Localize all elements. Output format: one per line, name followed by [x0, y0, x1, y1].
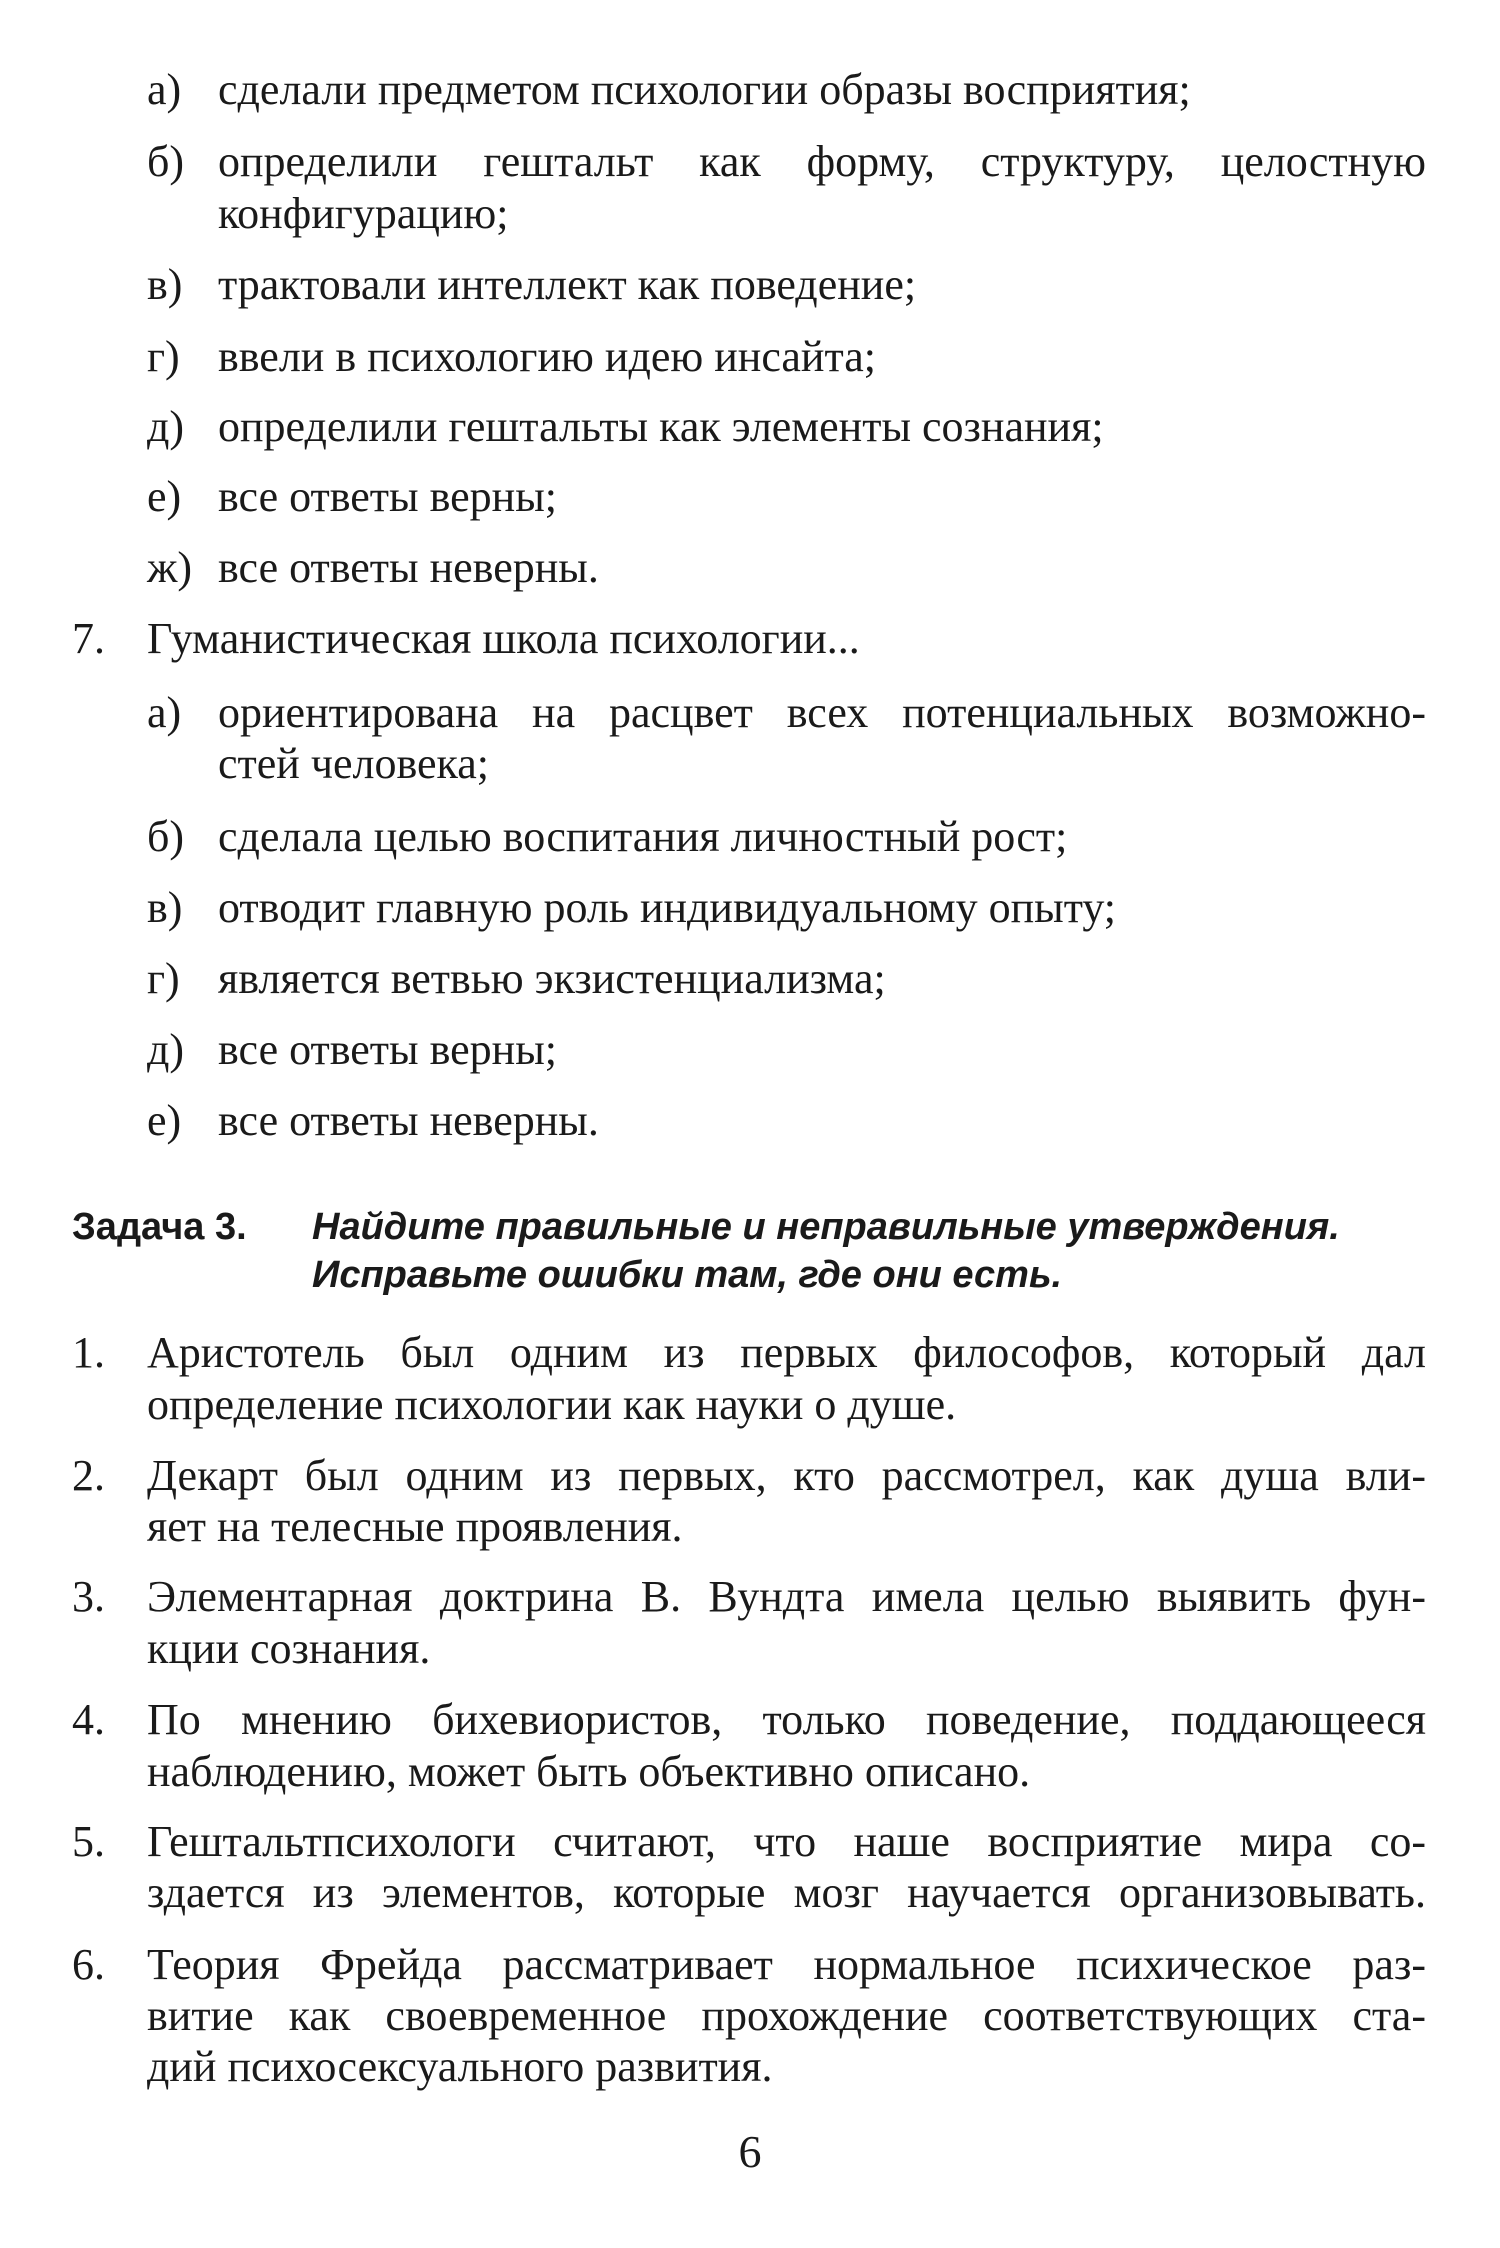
option-text: сделала целью воспитания личностный рост; [218, 812, 1068, 861]
statement-number: 2. [72, 1451, 105, 1500]
statement-text: витие как своевременное прохождение соответствующих ста- [147, 1991, 1426, 2040]
question-number: 7. [72, 614, 105, 663]
option-letter: а) [147, 65, 182, 114]
question-text: Гуманистическая школа психологии... [147, 614, 860, 663]
option-text: ввели в психологию идею инсайта; [218, 332, 876, 381]
task-instruction: Найдите правильные и неправильные утверждения. [312, 1206, 1340, 1248]
statement-number: 6. [72, 1940, 105, 1989]
option-text: стей человека; [218, 739, 489, 788]
option-letter: г) [147, 954, 180, 1003]
option-text: ориентирована на расцвет всех потенциальных возможно- [218, 688, 1426, 737]
option-letter: е) [147, 1096, 182, 1145]
statement-text: Декарт был одним из первых, кто рассмотрел, как душа вли- [147, 1451, 1426, 1500]
option-letter: а) [147, 688, 182, 737]
statement-text: Элементарная доктрина В. Вундта имела целью выявить фун- [147, 1572, 1426, 1621]
statement-text: Аристотель был одним из первых философов, который дал [147, 1328, 1426, 1377]
statement-text: Теория Фрейда рассматривает нормальное психическое раз- [147, 1940, 1426, 1989]
option-text: все ответы верны; [218, 1025, 557, 1074]
option-letter: в) [147, 883, 183, 932]
statement-text: По мнению бихевиористов, только поведение, поддающееся [147, 1695, 1426, 1744]
option-text: является ветвью экзистенциализма; [218, 954, 886, 1003]
option-letter: ж) [147, 543, 193, 592]
option-letter: д) [147, 402, 185, 451]
statement-number: 1. [72, 1328, 105, 1377]
option-text: определили гештальты как элементы сознания; [218, 402, 1104, 451]
task-label: Задача 3. [72, 1206, 247, 1248]
page-number: 6 [738, 2126, 762, 2177]
option-text: все ответы верны; [218, 472, 557, 521]
option-letter: е) [147, 472, 182, 521]
option-text: отводит главную роль индивидуальному опыту; [218, 883, 1117, 932]
task-instruction: Исправьте ошибки там, где они есть. [312, 1254, 1063, 1296]
statement-number: 3. [72, 1572, 105, 1621]
option-text: все ответы неверны. [218, 1096, 599, 1145]
option-text: сделали предметом психологии образы восприятия; [218, 65, 1191, 114]
statement-text: дий психосексуального развития. [147, 2042, 773, 2091]
statement-text: определение психологии как науки о душе. [147, 1380, 957, 1429]
option-letter: д) [147, 1025, 185, 1074]
option-letter: в) [147, 260, 183, 309]
statement-number: 5. [72, 1817, 105, 1866]
statement-text: яет на телесные проявления. [147, 1502, 683, 1551]
option-text: определили гештальт как форму, структуру, целостную [218, 137, 1426, 186]
option-letter: б) [147, 812, 185, 861]
statement-text: наблюдению, может быть объективно описано. [147, 1747, 1031, 1796]
option-text: все ответы неверны. [218, 543, 599, 592]
option-letter: б) [147, 137, 185, 186]
statement-text: кции сознания. [147, 1624, 431, 1673]
option-letter: г) [147, 332, 180, 381]
option-text: трактовали интеллект как поведение; [218, 260, 917, 309]
statement-text: здается из элементов, которые мозг научается организовывать. [147, 1868, 1426, 1917]
statement-text: Гештальтпсихологи считают, что наше восприятие мира со- [147, 1817, 1426, 1866]
option-text: конфигурацию; [218, 189, 509, 238]
statement-number: 4. [72, 1695, 105, 1744]
